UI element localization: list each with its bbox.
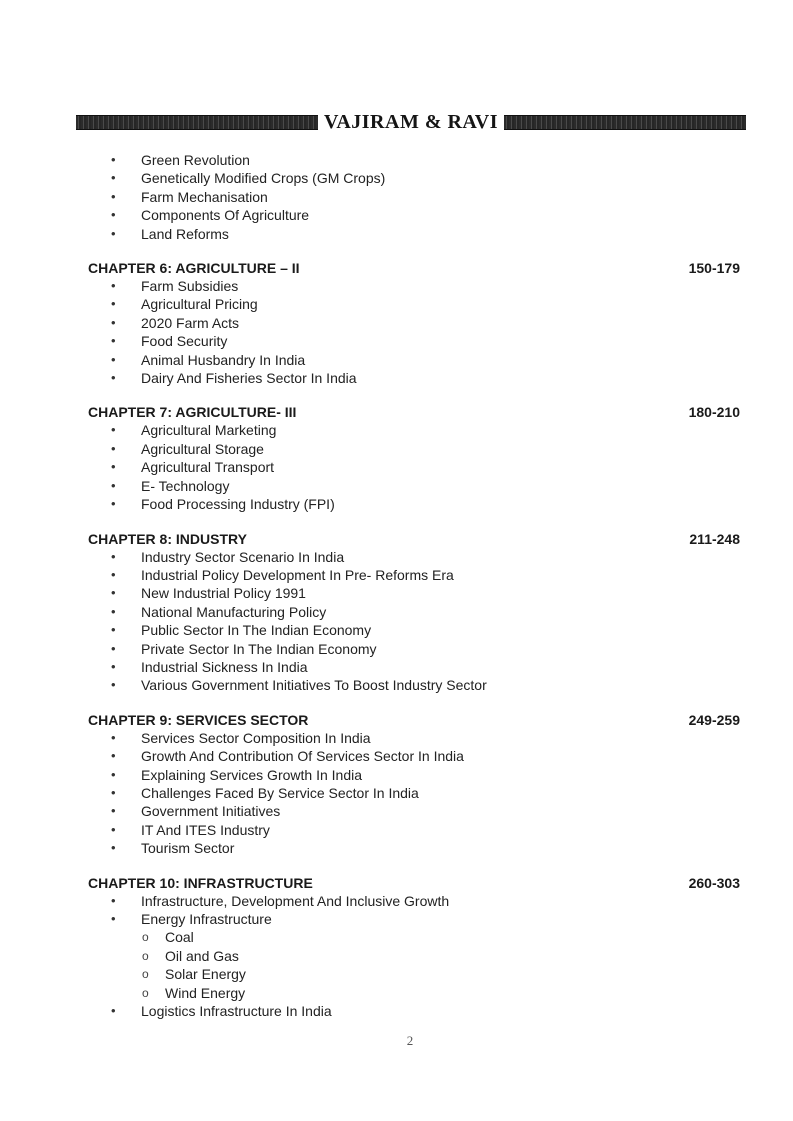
sub-list-item: o Wind Energy [88, 984, 740, 1002]
table-of-contents [88, 151, 740, 1020]
chapter-heading [88, 530, 740, 548]
chapter-heading [88, 259, 740, 277]
list-item: • Services Sector Composition In India [88, 729, 740, 747]
list-item: • Industrial Sickness In India [88, 658, 740, 676]
page-number: 2 [406, 1033, 414, 1048]
chapter-page-range: 211-248 [689, 530, 740, 547]
chapter-topics-continued [88, 1002, 740, 1020]
chapter-topics [88, 277, 740, 387]
list-item: • Agricultural Marketing [88, 421, 740, 439]
chapter-topics [88, 548, 740, 695]
list-item: • Explaining Services Growth In India [88, 766, 740, 784]
list-item: • Agricultural Pricing [88, 295, 740, 313]
list-item: • Food Security [88, 332, 740, 350]
chapter-6 [88, 259, 740, 387]
list-item: • Industrial Policy Development In Pre- Reforms Era [88, 566, 740, 584]
list-item: • Green Revolution [88, 151, 740, 169]
list-item: • Logistics Infrastructure In India [88, 1002, 740, 1020]
chapter-title: CHAPTER 10: INFRASTRUCTURE [88, 874, 313, 891]
chapter-page-range: 249-259 [688, 711, 740, 728]
header-bar-right [504, 115, 746, 130]
brand-title: VAJIRAM & RAVI [323, 110, 499, 133]
list-item: • Tourism Sector [88, 839, 740, 857]
list-item: • IT And ITES Industry [88, 821, 740, 839]
list-item: • Agricultural Storage [88, 440, 740, 458]
list-item: • Animal Husbandry In India [88, 351, 740, 369]
list-item: • National Manufacturing Policy [88, 603, 740, 621]
list-item: • Challenges Faced By Service Sector In India [88, 784, 740, 802]
header-bar-left [76, 115, 318, 130]
chapter-topics [88, 729, 740, 858]
chapter-heading [88, 403, 740, 421]
list-item: • Farm Subsidies [88, 277, 740, 295]
chapter-page-range: 180-210 [688, 404, 740, 421]
list-item: • Public Sector In The Indian Economy [88, 621, 740, 639]
list-item: • Infrastructure, Development And Inclusive Growth [88, 892, 740, 910]
chapter-title: CHAPTER 8: INDUSTRY [88, 530, 247, 547]
header-banner [76, 109, 746, 135]
list-item: • Growth And Contribution Of Services Sector In India [88, 747, 740, 765]
chapter-topics [88, 892, 740, 929]
chapter-10 [88, 874, 740, 1021]
chapter-page-range: 260-303 [688, 874, 740, 891]
list-item: • Land Reforms [88, 225, 740, 243]
list-item: • Various Government Initiatives To Boost Industry Sector [88, 676, 740, 694]
list-item: • Industry Sector Scenario In India [88, 548, 740, 566]
sub-list-item: o Coal [88, 928, 740, 946]
chapter-8 [88, 530, 740, 695]
list-item: • E- Technology [88, 477, 740, 495]
list-item: • Agricultural Transport [88, 458, 740, 476]
list-item: • Government Initiatives [88, 802, 740, 820]
list-item: • Components Of Agriculture [88, 206, 740, 224]
list-item: • Genetically Modified Crops (GM Crops) [88, 169, 740, 187]
chapter-page-range: 150-179 [688, 260, 740, 277]
chapter-9 [88, 711, 740, 858]
intro-list [88, 151, 740, 243]
list-item: • Dairy And Fisheries Sector In India [88, 369, 740, 387]
chapter-title: CHAPTER 7: AGRICULTURE- III [88, 404, 297, 421]
chapter-topics [88, 421, 740, 513]
list-item: • Food Processing Industry (FPI) [88, 495, 740, 513]
chapter-title: CHAPTER 6: AGRICULTURE – II [88, 260, 300, 277]
chapter-7 [88, 403, 740, 513]
list-item: • Energy Infrastructure [88, 910, 740, 928]
sub-list-item: o Oil and Gas [88, 947, 740, 965]
chapter-title: CHAPTER 9: SERVICES SECTOR [88, 711, 309, 728]
list-item: • New Industrial Policy 1991 [88, 584, 740, 602]
list-item: • Farm Mechanisation [88, 188, 740, 206]
energy-sublist [88, 928, 740, 1002]
list-item: • Private Sector In The Indian Economy [88, 640, 740, 658]
chapter-heading [88, 874, 740, 892]
list-item: • 2020 Farm Acts [88, 314, 740, 332]
chapter-heading [88, 711, 740, 729]
sub-list-item: o Solar Energy [88, 965, 740, 983]
